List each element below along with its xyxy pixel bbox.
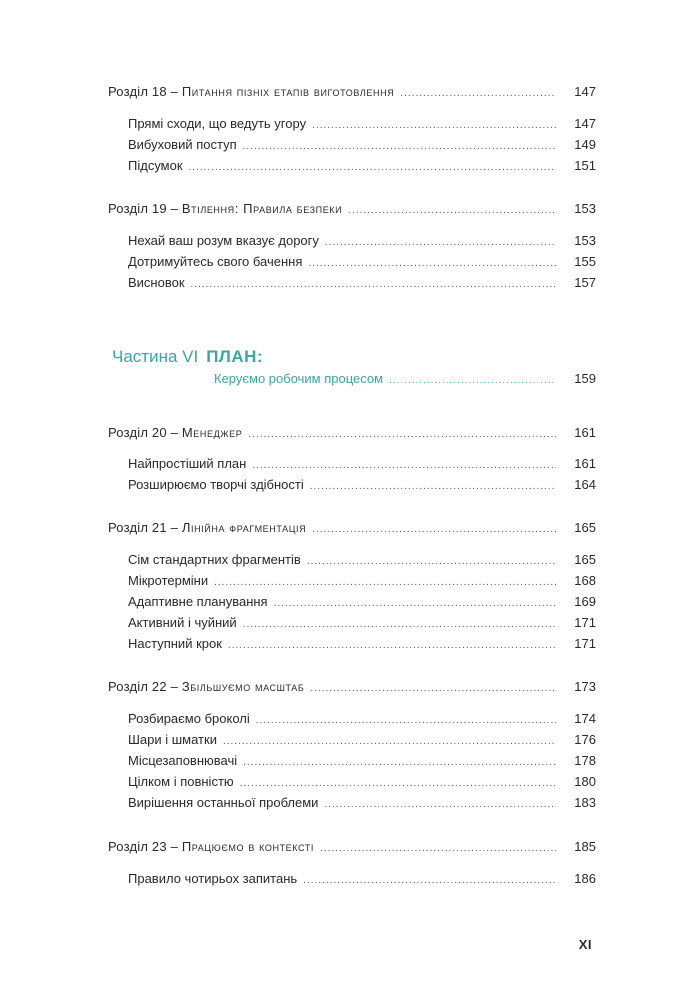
toc-item[interactable] xyxy=(0,116,674,134)
item-label: Шари і шматки xyxy=(128,732,217,747)
toc-item[interactable] xyxy=(0,477,674,495)
item-label: Місцезаповнювачі xyxy=(128,753,238,768)
page-folio: XI xyxy=(578,937,592,952)
chapter-label: Розділ 23 – Працюємо в контексті xyxy=(108,839,315,854)
toc-item[interactable] xyxy=(0,254,674,272)
dot-leader xyxy=(389,373,556,389)
dot-leader xyxy=(310,681,556,697)
toc-chapter-19[interactable] xyxy=(0,201,674,219)
toc-chapter-18[interactable] xyxy=(0,84,674,102)
item-label: Розбираємо броколі xyxy=(128,711,250,726)
dot-leader xyxy=(274,596,556,612)
page-number: 174 xyxy=(574,711,596,726)
dot-leader xyxy=(307,554,556,570)
page-number: 173 xyxy=(574,679,596,694)
dot-leader xyxy=(348,203,556,219)
dot-leader xyxy=(308,256,556,272)
toc-part-subtitle[interactable] xyxy=(0,371,674,389)
dot-leader xyxy=(312,118,556,134)
page-number: 151 xyxy=(574,158,596,173)
page-number: 185 xyxy=(574,839,596,854)
item-label: Правило чотирьох запитань xyxy=(128,871,298,886)
dot-leader xyxy=(324,797,556,813)
page-number: 157 xyxy=(574,275,596,290)
page-number: 171 xyxy=(574,636,596,651)
toc-item[interactable] xyxy=(0,711,674,729)
page-number: 147 xyxy=(574,116,596,131)
item-label: Вирішення останньої проблеми xyxy=(128,795,319,810)
page-number: 171 xyxy=(574,615,596,630)
page-number: 178 xyxy=(574,753,596,768)
part-subtitle: Керуємо робочим процесом xyxy=(214,371,384,386)
page-number: 165 xyxy=(574,552,596,567)
dot-leader xyxy=(252,458,556,474)
item-label: Розширюємо творчі здібності xyxy=(128,477,304,492)
chapter-label: Розділ 18 – Питання пізніх етапів виготовлення xyxy=(108,84,395,99)
toc-item[interactable] xyxy=(0,615,674,633)
toc-item[interactable] xyxy=(0,795,674,813)
item-label: Сім стандартних фрагментів xyxy=(128,552,301,567)
dot-leader xyxy=(223,734,556,750)
part-label: Частина VI xyxy=(112,347,199,366)
chapter-label: Розділ 22 – Збільшуємо масштаб xyxy=(108,679,305,694)
page-number: 155 xyxy=(574,254,596,269)
item-label: Вибуховий поступ xyxy=(128,137,237,152)
page-number: 147 xyxy=(574,84,596,99)
dot-leader xyxy=(303,873,556,889)
item-label: Дотримуйтесь свого бачення xyxy=(128,254,303,269)
dot-leader xyxy=(240,776,556,792)
dot-leader xyxy=(320,841,556,857)
dot-leader xyxy=(312,522,556,538)
dot-leader xyxy=(325,235,556,251)
dot-leader xyxy=(189,160,556,176)
page-number: 161 xyxy=(574,456,596,471)
dot-leader xyxy=(243,617,556,633)
toc-item[interactable] xyxy=(0,732,674,750)
toc-item[interactable] xyxy=(0,158,674,176)
page-number: 165 xyxy=(574,520,596,535)
page-number: 153 xyxy=(574,201,596,216)
dot-leader xyxy=(214,575,556,591)
page-number: 168 xyxy=(574,573,596,588)
toc-chapter-21[interactable] xyxy=(0,520,674,538)
item-label: Цілком і повністю xyxy=(128,774,234,789)
page-number: 159 xyxy=(574,371,596,386)
toc-item[interactable] xyxy=(0,456,674,474)
dot-leader xyxy=(228,638,556,654)
dot-leader xyxy=(243,139,556,155)
toc-item[interactable] xyxy=(0,552,674,570)
item-label: Підсумок xyxy=(128,158,183,173)
page-number: 149 xyxy=(574,137,596,152)
page-number: 164 xyxy=(574,477,596,492)
page-number: 169 xyxy=(574,594,596,609)
chapter-label: Розділ 20 – Менеджер xyxy=(108,425,243,440)
page-number: 161 xyxy=(574,425,596,440)
item-label: Мікротерміни xyxy=(128,573,209,588)
item-label: Нехай ваш розум вказує дорогу xyxy=(128,233,319,248)
toc-chapter-23[interactable] xyxy=(0,839,674,857)
page-number: 153 xyxy=(574,233,596,248)
item-label: Висновок xyxy=(128,275,185,290)
toc-item[interactable] xyxy=(0,275,674,293)
page-number: 180 xyxy=(574,774,596,789)
toc-item[interactable] xyxy=(0,753,674,771)
page-number: 176 xyxy=(574,732,596,747)
dot-leader xyxy=(256,713,556,729)
toc-item[interactable] xyxy=(0,774,674,792)
toc-item[interactable] xyxy=(0,573,674,591)
toc-item[interactable] xyxy=(0,233,674,251)
item-label: Адаптивне планування xyxy=(128,594,268,609)
item-label: Наступний крок xyxy=(128,636,222,651)
dot-leader xyxy=(400,86,556,102)
item-label: Активний і чуйний xyxy=(128,615,237,630)
chapter-label: Розділ 21 – Лінійна фрагментація xyxy=(108,520,307,535)
dot-leader xyxy=(243,755,556,771)
item-label: Прямі сходи, що ведуть угору xyxy=(128,116,307,131)
page-number: 183 xyxy=(574,795,596,810)
part-heading xyxy=(112,347,263,367)
toc-item[interactable] xyxy=(0,594,674,612)
item-label: Найпростіший план xyxy=(128,456,247,471)
toc-item[interactable] xyxy=(0,137,674,155)
part-title: ПЛАН: xyxy=(206,347,264,366)
toc-item[interactable] xyxy=(0,636,674,654)
chapter-label: Розділ 19 – Втілення: Правила безпеки xyxy=(108,201,343,216)
dot-leader xyxy=(248,427,556,443)
toc-chapter-20[interactable] xyxy=(0,425,674,443)
toc-chapter-22[interactable] xyxy=(0,679,674,697)
dot-leader xyxy=(310,479,556,495)
toc-item[interactable] xyxy=(0,871,674,889)
page-number: 186 xyxy=(574,871,596,886)
dot-leader xyxy=(191,277,556,293)
